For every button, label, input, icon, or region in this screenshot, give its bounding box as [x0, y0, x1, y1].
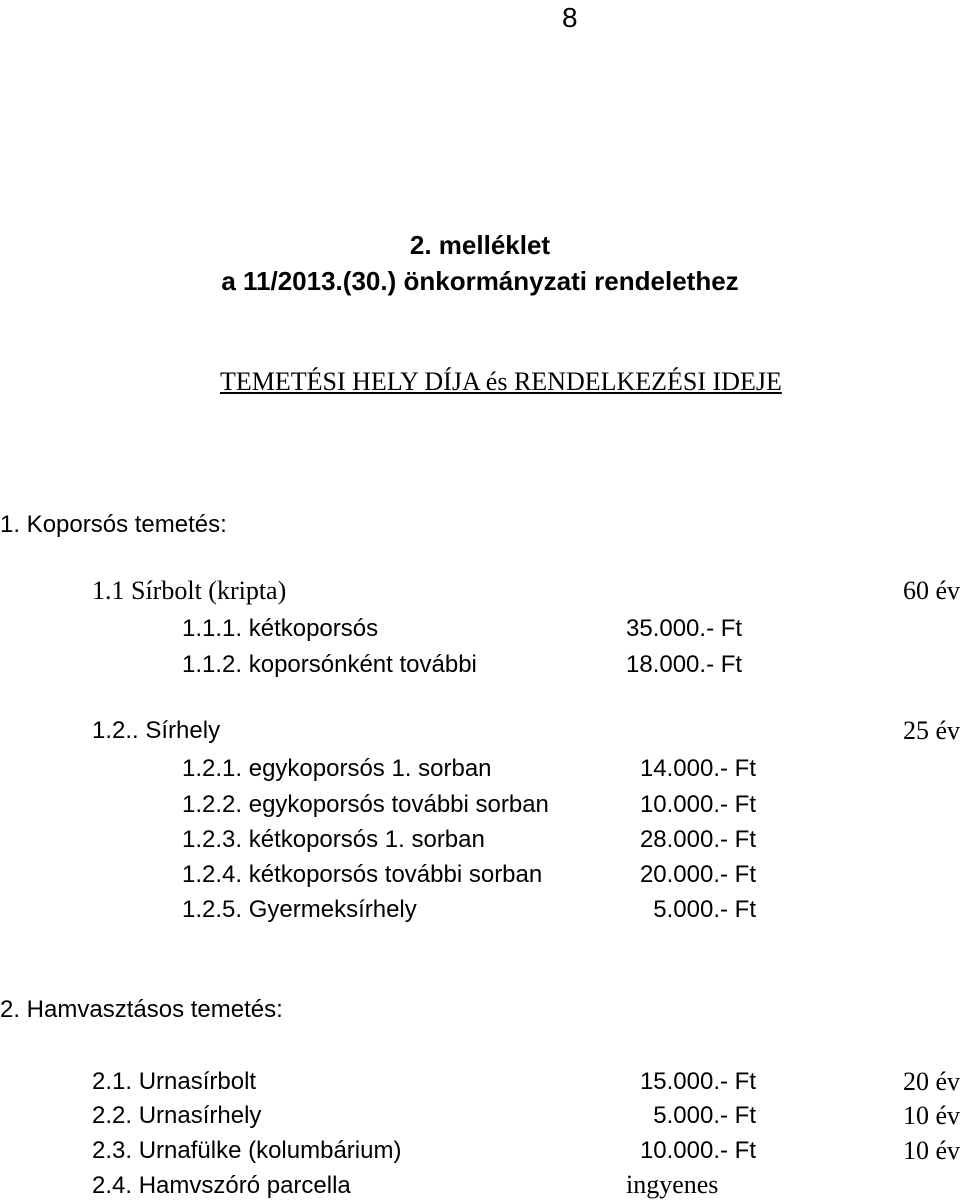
document-title: TEMETÉSI HELY DÍJA és RENDELKEZÉSI IDEJE: [220, 367, 782, 396]
grave-item-price: 10.000.- Ft: [639, 791, 756, 818]
grave-label: 1.2.. Sírhely: [92, 717, 221, 744]
section-2-heading: 2. Hamvasztásos temetés:: [0, 996, 283, 1023]
annex-reference: a 11/2013.(30.) önkormányzati rendelethez: [221, 266, 739, 296]
cremation-item-duration: 10 év: [902, 1136, 960, 1165]
crypt-item-price: 18.000.- Ft: [626, 651, 743, 678]
section-1-heading: 1. Koporsós temetés:: [0, 511, 227, 538]
grave-item-label: 1.2.4. kétkoporsós további sorban: [182, 861, 543, 888]
grave-item-label: 1.2.5. Gyermeksírhely: [182, 896, 417, 923]
grave-item-label: 1.2.2. egykoporsós további sorban: [182, 791, 549, 818]
crypt-label: 1.1 Sírbolt (kripta): [92, 576, 287, 605]
cremation-item-duration: 10 év: [902, 1101, 960, 1130]
cremation-item-label: 2.4. Hamvszóró parcella: [92, 1172, 351, 1199]
grave-item-label: 1.2.3. kétkoporsós 1. sorban: [182, 826, 485, 853]
grave-item-price: 5.000.- Ft: [653, 896, 756, 923]
page-number: 8: [562, 2, 578, 33]
grave-duration: 25 év: [902, 716, 960, 745]
grave-item-label: 1.2.1. egykoporsós 1. sorban: [182, 755, 492, 782]
grave-item-price: 20.000.- Ft: [639, 861, 756, 888]
crypt-item-price: 35.000.- Ft: [626, 615, 743, 642]
grave-item-price: 14.000.- Ft: [639, 755, 756, 782]
cremation-item-label: 2.1. Urnasírbolt: [92, 1068, 257, 1095]
crypt-item-label: 1.1.2. koporsónként további: [182, 651, 477, 678]
cremation-item-price: 15.000.- Ft: [639, 1068, 756, 1095]
grave-item-price: 28.000.- Ft: [639, 826, 756, 853]
cremation-item-label: 2.3. Urnafülke (kolumbárium): [92, 1137, 402, 1164]
crypt-item-label: 1.1.1. kétkoporsós: [182, 615, 379, 642]
cremation-item-price: 10.000.- Ft: [639, 1137, 756, 1164]
annex-number: 2. melléklet: [409, 230, 551, 260]
crypt-duration: 60 év: [902, 576, 960, 605]
cremation-item-label: 2.2. Urnasírhely: [92, 1102, 262, 1129]
cremation-item-price: ingyenes: [626, 1170, 719, 1199]
cremation-item-duration: 20 év: [902, 1067, 960, 1096]
cremation-item-price: 5.000.- Ft: [653, 1102, 756, 1129]
